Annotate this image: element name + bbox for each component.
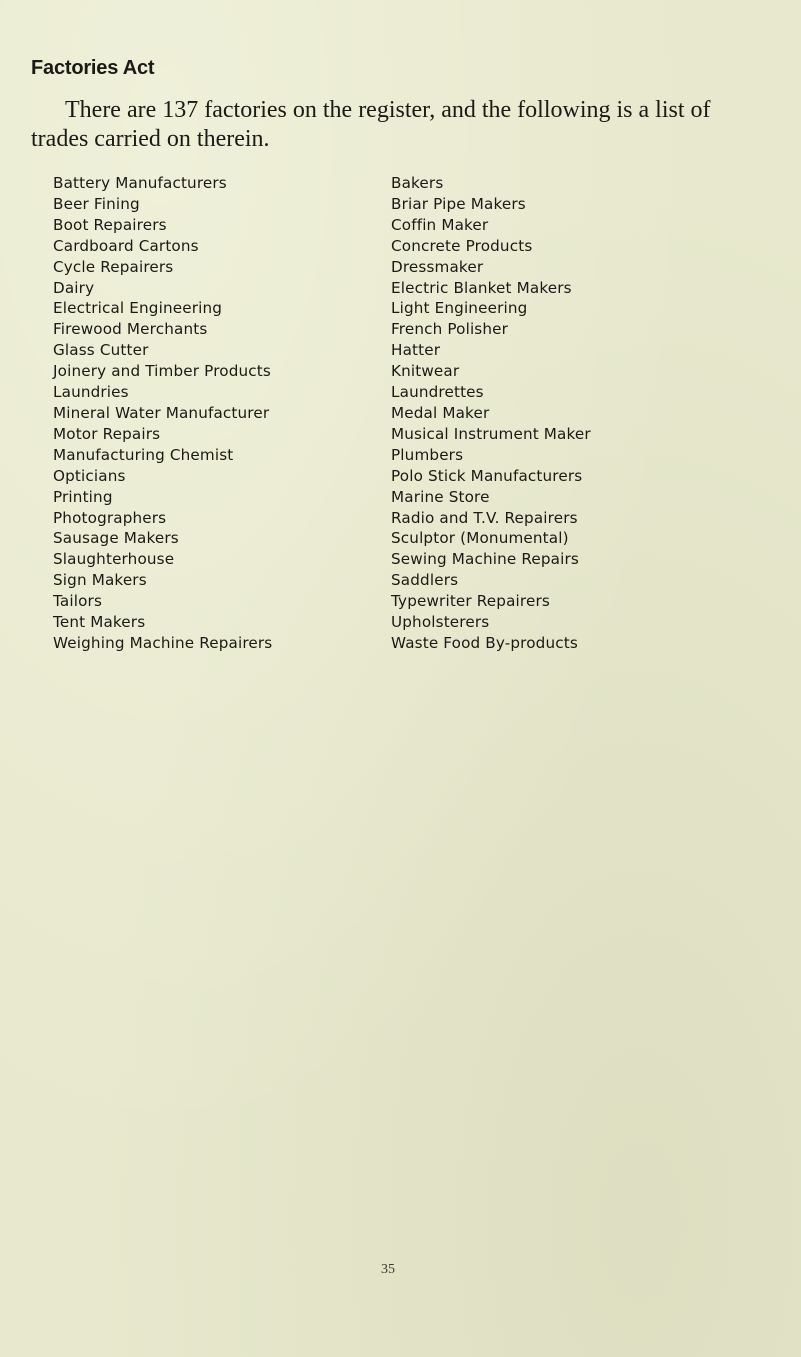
- trade-list-item: Hatter: [391, 341, 441, 360]
- trade-list-item: Cycle Repairers: [53, 257, 174, 276]
- trade-list-item: Upholsterers: [391, 613, 490, 632]
- trade-list-item: Sewing Machine Repairs: [391, 550, 579, 569]
- page-number: 35: [381, 1262, 395, 1277]
- trades-list-left: [53, 173, 272, 654]
- trade-list-item: Radio and T.V. Repairers: [391, 508, 578, 527]
- trade-list-item: Slaughterhouse: [53, 550, 175, 569]
- trade-list-item: Sculptor (Monumental): [391, 529, 569, 548]
- trade-list-item: Knitwear: [391, 362, 460, 381]
- trade-list-item: Firewood Merchants: [53, 320, 208, 339]
- trade-list-item: Saddlers: [391, 571, 459, 590]
- trade-list-item: Laundries: [53, 383, 129, 402]
- trade-list-item: Laundrettes: [391, 383, 484, 402]
- trade-list-item: Tent Makers: [53, 613, 146, 632]
- trade-list-item: Tailors: [53, 592, 103, 611]
- trade-list-item: Medal Maker: [391, 403, 490, 422]
- trade-list-item: Beer Fining: [53, 194, 140, 213]
- trade-list-item: Glass Cutter: [53, 341, 149, 360]
- trade-list-item: Dressmaker: [391, 257, 484, 276]
- trade-list-item: Sign Makers: [53, 571, 147, 590]
- section-heading: Factories Act: [31, 57, 155, 79]
- trade-list-item: Battery Manufacturers: [53, 174, 227, 192]
- trade-list-item: Electrical Engineering: [53, 299, 223, 318]
- trade-list-item: French Polisher: [391, 320, 509, 339]
- trades-list-right: [391, 173, 591, 654]
- trade-list-item: Weighing Machine Repairers: [53, 633, 273, 652]
- trade-list-item: Concrete Products: [391, 236, 533, 255]
- trade-list-item: Coffin Maker: [391, 215, 489, 234]
- trade-list-item: Boot Repairers: [53, 215, 167, 234]
- trade-list-item: Joinery and Timber Products: [53, 362, 271, 381]
- trade-list-item: Photographers: [53, 508, 167, 527]
- trade-list-item: Printing: [53, 487, 113, 506]
- trade-list-item: Typewriter Repairers: [391, 592, 550, 611]
- trade-list-item: Opticians: [53, 466, 126, 485]
- trade-list-item: Cardboard Cartons: [53, 236, 199, 255]
- trade-list-item: Plumbers: [391, 445, 464, 464]
- trade-list-item: Mineral Water Manufacturer: [53, 403, 270, 422]
- trade-list-item: Electric Blanket Makers: [391, 278, 572, 297]
- trade-list-item: Briar Pipe Makers: [391, 194, 526, 213]
- intro-paragraph: There are 137 factories on the register, and the following is a list of trades carried on therein.: [31, 97, 711, 152]
- trade-list-item: Dairy: [53, 278, 95, 297]
- trade-list-item: Marine Store: [391, 487, 490, 506]
- trade-list-item: Musical Instrument Maker: [391, 424, 591, 443]
- trade-list-item: Waste Food By-products: [391, 633, 578, 652]
- trade-list-item: Polo Stick Manufacturers: [391, 466, 583, 485]
- trade-list-item: Sausage Makers: [53, 529, 179, 548]
- trade-list-item: Bakers: [391, 174, 444, 192]
- trade-list-item: Manufacturing Chemist: [53, 445, 234, 464]
- trade-list-item: Light Engineering: [391, 299, 528, 318]
- trade-list-item: Motor Repairs: [53, 424, 161, 443]
